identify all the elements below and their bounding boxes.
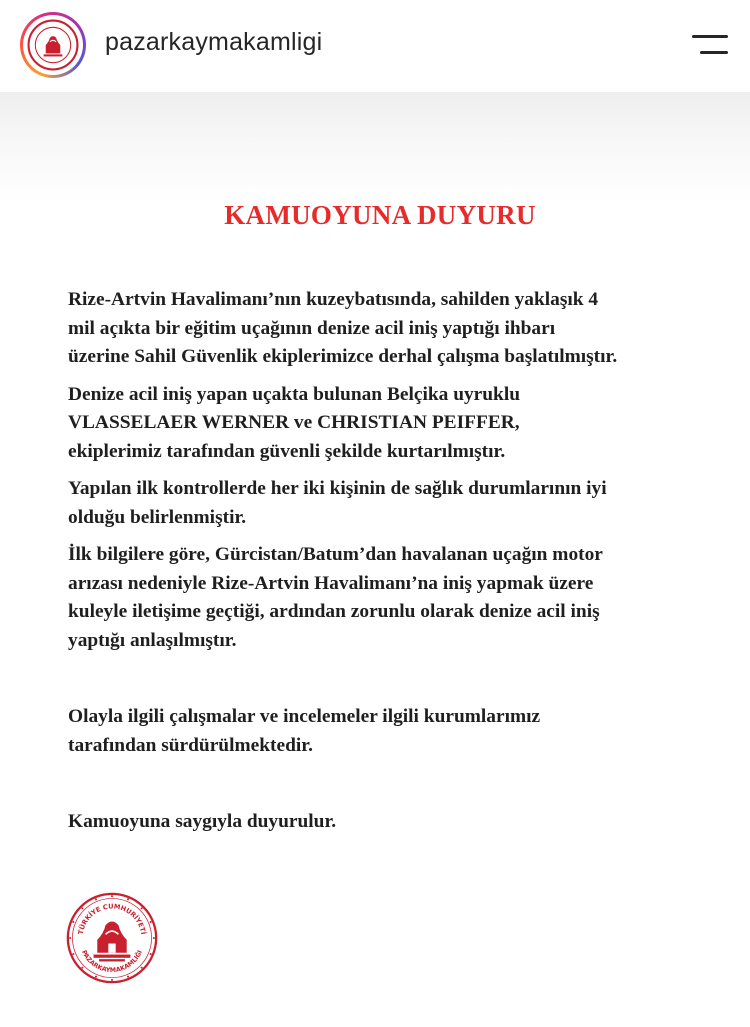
text-line: İlk bilgilere göre, Gürcistan/Batum’dan havalanan uçağın motor: [68, 544, 603, 565]
text-line: üzerine Sahil Güvenlik ekiplerimizce derhal çalışma başlatılmıştır.: [68, 346, 618, 367]
text-line: olduğu belirlenmiştir.: [68, 506, 247, 528]
text-line: Olayla ilgili çalışmalar ve incelemeler ilgili kurumlarımız: [68, 706, 541, 727]
government-seal-icon: [27, 19, 79, 71]
text-line: yaptığı anlaşılmıştır.: [68, 629, 237, 651]
seal-star: [127, 898, 129, 900]
profile-avatar[interactable]: [20, 12, 86, 78]
seal-star: [95, 976, 97, 978]
seal-star: [81, 967, 83, 969]
seal-star: [81, 907, 83, 909]
avatar-inner: [23, 15, 83, 75]
paragraph-5: [68, 703, 718, 760]
text-line: ekiplerimiz tarafından güvenli şekilde kurtarılmıştır.: [68, 440, 506, 462]
seal-text-top: TÜRKİYE CUMHURİYETİ: [76, 902, 148, 936]
text-line: kuleyle iletişime geçtiği, ardından zorunlu olarak denize acil iniş: [68, 601, 600, 622]
account-username[interactable]: pazarkaymakamligi: [105, 28, 323, 56]
seal-star: [127, 976, 129, 978]
seal-star: [141, 907, 143, 909]
seal-star: [150, 953, 152, 955]
post-header: [0, 0, 750, 92]
text-line: arızası nedeniyle Rize-Artvin Havalimanı’na iniş yapmak üzere: [68, 572, 594, 594]
seal-star: [111, 979, 113, 981]
menu-icon[interactable]: [688, 32, 728, 58]
paragraph-1: [68, 286, 718, 372]
seal-text-bottom: PAZARKAYMAKAMLIĞI: [80, 949, 144, 975]
seal-star: [95, 898, 97, 900]
seal-star: [72, 953, 74, 955]
text-line: Kamuoyuna saygıyla duyurulur.: [68, 811, 337, 832]
seal-star: [141, 967, 143, 969]
seal-star: [153, 937, 155, 939]
text-line: VLASSELAER WERNER ve CHRISTIAN PEIFFER,: [68, 412, 520, 433]
seal-star: [72, 921, 74, 923]
announcement-document: [0, 92, 750, 1027]
announcement-title: KAMUOYUNA DUYURU: [224, 200, 536, 230]
text-line: Rize-Artvin Havalimanı’nın kuzeybatısında, sahilden yaklaşık 4: [68, 289, 599, 310]
announcement-body: [68, 286, 718, 837]
seal-star: [150, 921, 152, 923]
text-line: Denize acil iniş yapan uçakta bulunan Belçika uyruklu: [68, 383, 521, 405]
paragraph-3: [68, 475, 718, 532]
seal-star: [69, 937, 71, 939]
text-line: Yapılan ilk kontrollerde her iki kişinin de sağlık durumlarının iyi: [68, 478, 607, 499]
text-line: tarafından sürdürülmektedir.: [68, 734, 313, 756]
district-governorship-seal-icon: [66, 892, 158, 984]
paragraph-4: [68, 541, 718, 655]
paragraph-2: [68, 381, 718, 467]
seal-star: [111, 895, 113, 897]
paragraph-closing: [68, 808, 718, 837]
text-line: mil açıkta bir eğitim uçağının denize acil iniş yaptığı ihbarı: [68, 317, 556, 339]
